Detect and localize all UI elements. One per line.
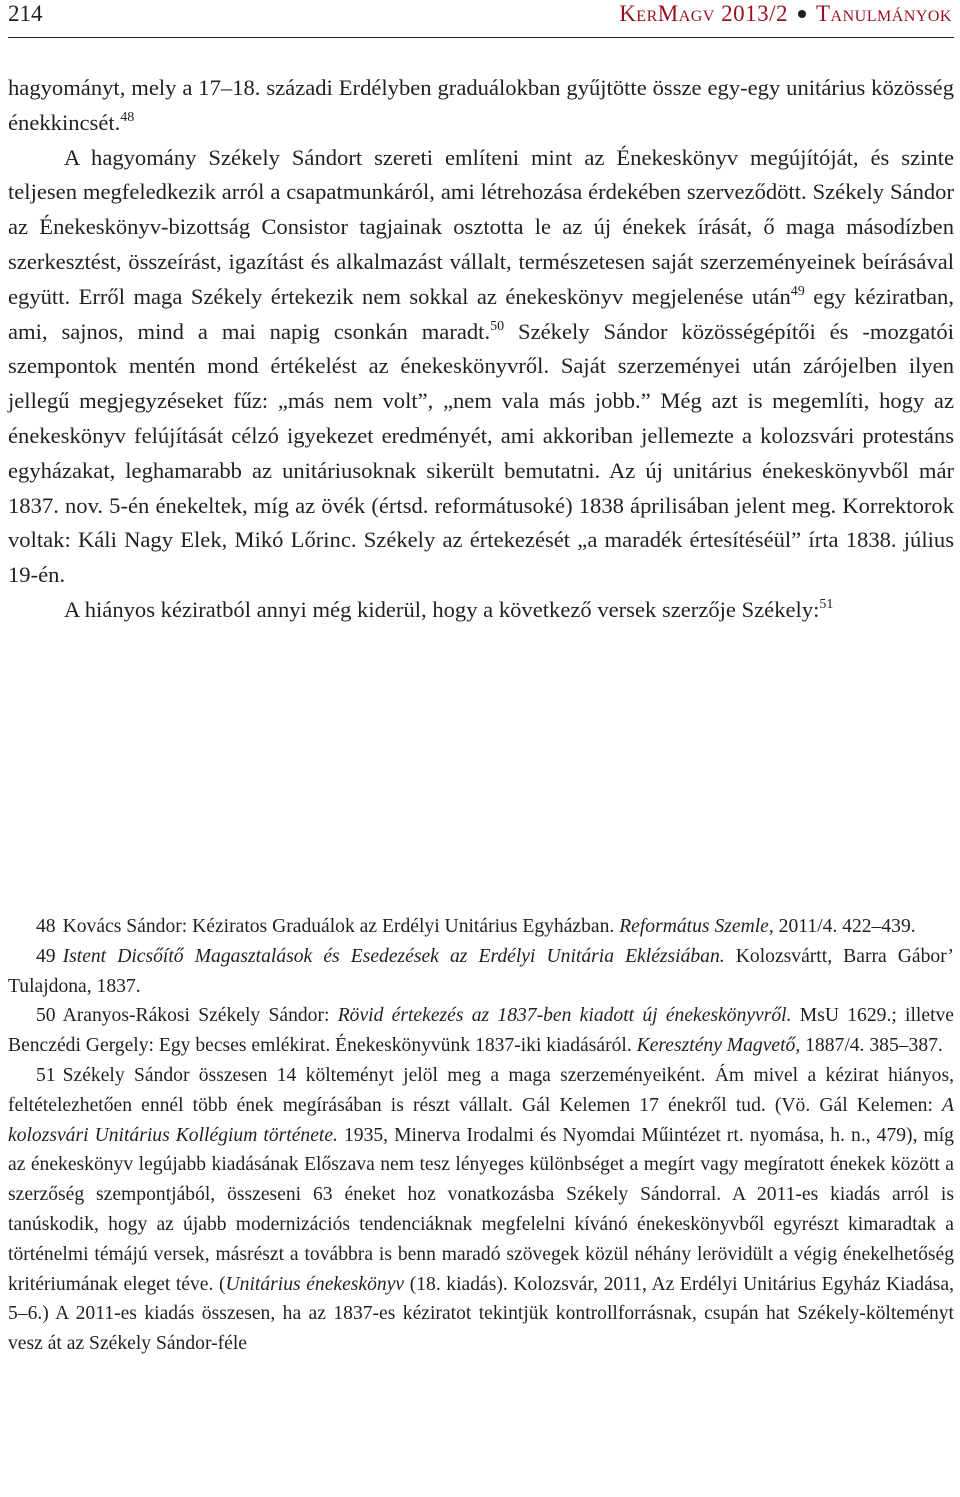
paragraph-2-text-b: egy kéziratban, ami, sajnos, mind a mai napig csonkán maradt.	[8, 283, 955, 344]
footnote-italic-title: Rövid értekezés az 1837-ben kiadott új énekeskönyvről.	[337, 1005, 792, 1027]
running-head	[619, 0, 952, 28]
footnote-italic-title: Unitárius énekeskönyv	[225, 1273, 405, 1295]
footnote-number: 50	[36, 1005, 56, 1027]
header-rule	[8, 37, 954, 38]
footnote-italic-title: A kolozsvári Unitárius Kollégium története.	[8, 1094, 954, 1146]
journal-name: KerMagv 2013/2	[619, 1, 788, 26]
footnote-ref-50: 50	[490, 318, 505, 334]
footnote-ref-51: 51	[819, 596, 834, 612]
footnote-text: Székely Sándor összesen 14 költeményt jelöl meg a maga szerzeményeiként. Ám mivel a kézirat hiányos, feltételezhetően ennél több ének megírásában is részt vállalt. Gál Kelemen 17 énekről tud. (Vö. Gál Kelemen:	[8, 1064, 954, 1116]
section-name: Tanulmányok	[816, 1, 952, 26]
footnote-number: 48	[36, 916, 56, 937]
paragraph-2-text-c: Székely Sándor közösségépítői és -mozgatói szempontok mentén mond értékelést az énekeskönyvről. Saját szerzeményei után zárójelben ilyen jellegű megjegyzéseket fűz: „más nem volt”, „nem vala más jobb.” Még azt is megemlíti, hogy az énekeskönyv felújítását célzó igyekezet eredményét, ami akkoriban jellemezte a kolozsvári protestáns egyházakat, leghamarabb az unitáriusoknak sikerült bemutatni. Az új unitárius énekeskönyvből már 1837. nov. 5-én énekeltek, míg az övék (értsd. reformátusoké) 1838 áprilisában jelent meg. Korrektorok voltak: Káli Nagy Elek, Mikó Lőrinc. Székely az értekezését „a maradék értesítéséül” írta 1838. július 19-én.	[8, 318, 954, 588]
page-header	[0, 0, 960, 40]
paragraph-2	[8, 141, 954, 593]
bullet-separator-icon	[798, 10, 806, 18]
paragraph-1-text: hagyományt, mely a 17–18. századi Erdélyben graduálokban gyűjtötte össze egy-egy unitárius közösség énekkincsét.	[8, 75, 954, 135]
page-number: 214	[8, 1, 43, 26]
footnotes	[8, 912, 954, 1359]
paragraph-3-text: A hiányos kéziratból annyi még kiderül, hogy a következő versek szerzője Székely:	[64, 596, 820, 622]
footnote-48	[8, 912, 954, 942]
paragraph-1	[8, 71, 954, 141]
footnote-number: 51	[36, 1064, 56, 1086]
footnote-text: Kolozsvártt, Barra Gábor’ Tulajdona, 1837.	[8, 945, 954, 997]
footnote-text: 2011/4. 422–439.	[773, 916, 916, 937]
footnote-text: Kovács Sándor: Kéziratos Graduálok az Erdélyi Unitárius Egyházban.	[62, 916, 620, 937]
footnote-text: 1887/4. 385–387.	[800, 1035, 943, 1057]
footnote-italic-title: Református Szemle,	[619, 916, 774, 937]
footnote-text: (18. kiadás). Kolozsvár, 2011, Az Erdélyi Unitárius Egyház Kiadása, 5–6.) A 2011-es kiadás összesen, ha az 1837-es kéziratot tekintjük kontrollforrásnak, csupán hat Székely-költeményt vesz át az Székely Sándor-féle	[8, 1273, 954, 1355]
footnote-number: 49	[36, 945, 56, 967]
footnote-49	[8, 942, 954, 1002]
paragraph-3	[8, 593, 954, 628]
main-text	[8, 71, 954, 628]
footnote-50	[8, 1001, 954, 1061]
footnote-ref-49: 49	[790, 283, 805, 299]
footnote-text: MsU 1629.; illetve Benczédi Gergely: Egy becses emlékirat. Énekeskönyvünk 1837-iki kiadásáról.	[8, 1005, 955, 1057]
footnote-italic-title: Istent Dicsőítő Magasztalások és Esedezések az Erdélyi Unitária Eklézsiában.	[62, 945, 725, 967]
footnote-ref-48: 48	[120, 109, 135, 125]
footnote-text: 1935, Minerva Irodalmi és Nyomdai Műintézet rt. nyomása, h. n., 479), míg az énekeskönyv legújabb kiadásának Előszava nem tesz lényeges különbséget a megírt vagy megíratott énekek között a szerzőség szempontjából, összeseni 63 éneket hoz vonatkozásba Székely Sándorral. A 2011-es kiadás arról is tanúskodik, hogy az újabb modernizációs tendenciáknak megfelelni kívánó énekeskönyvből egyrészt kimaradtak a történelmi témájú versek, másrészt a továbbra is benn maradó szövegek közül néhány lerövidült a végig énekelhetőség kritériumának eleget téve. (	[8, 1124, 954, 1295]
footnote-51	[8, 1061, 954, 1359]
footnote-text: Aranyos-Rákosi Székely Sándor:	[62, 1005, 338, 1027]
paragraph-2-text-a: A hagyomány Székely Sándort szereti említeni mint az Énekeskönyv megújítóját, és szinte teljesen megfeledkezik arról a csapatmunkáról, ami létrehozása érdekében szerveződött. Székely Sándor az Énekeskönyv-bizottság Consistor tagjainak osztotta le az új énekek írását, ő maga másodízben szerkesztést, összeírást, igazítást és alkalmazást vállalt, természetesen saját szerzeményeinek beírásával együtt. Erről maga Székely értekezik nem sokkal az énekeskönyv megjelenése után	[8, 144, 954, 309]
footnote-italic-title: Keresztény Magvető,	[636, 1035, 801, 1057]
